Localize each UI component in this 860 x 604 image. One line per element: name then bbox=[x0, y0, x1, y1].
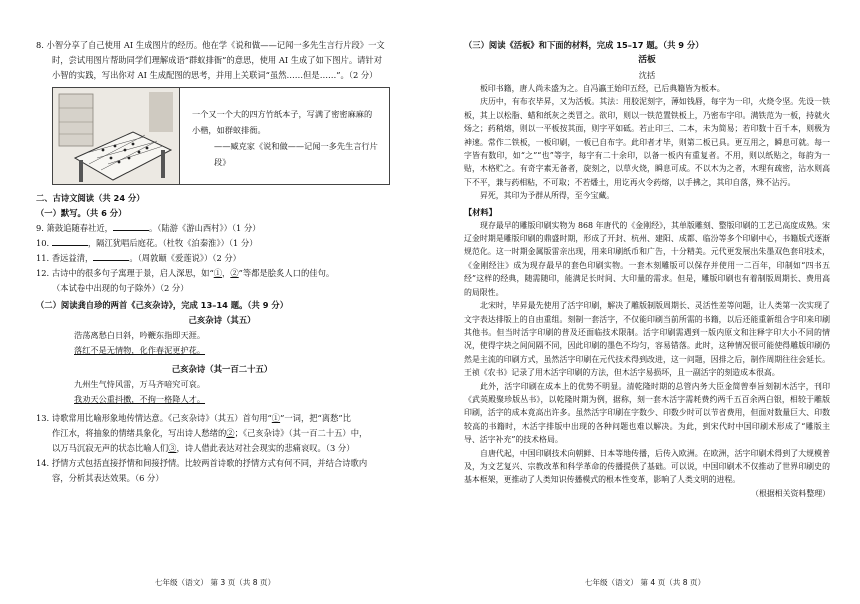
material-paragraph-3: 此外，活字印刷在成本上的优势不明显。清乾隆时期的总管内务大臣金简曾奉旨刻制木活字，刊印《武英殿聚珍版丛书》，以乾隆时期为例，据称，刻一套木活字需耗费约两千五百余两白银，相较于雕版印刷，活字的成本竟高出许多。虽然活字印刷在字数少、印数少时可以节省费用，但面对数量巨大、印数较高的书籍时，木活字排版中出现的各种问题也难以解决。为此，到宋代时中国印刷术形成了“雕版主导、活字补充”的技术格局。 bbox=[464, 381, 830, 445]
answer-blank-1[interactable]: ① bbox=[271, 413, 281, 423]
page-4 bbox=[430, 0, 860, 604]
answer-blank[interactable] bbox=[93, 251, 129, 261]
poem-1-title: 己亥杂诗（其五） bbox=[188, 315, 256, 325]
answer-blank-3[interactable]: ③ bbox=[168, 443, 177, 453]
subsection-3-heading: （三）阅读《活板》和下面的材料，完成 15–17 题。（共 9 分） bbox=[464, 40, 704, 50]
page-footer: 七年级（语文） 第 4 页（共 8 页） bbox=[584, 578, 706, 587]
subsection-2-heading: （二）阅读龚自珍的两首《己亥杂诗》，完成 13–14 题。（共 9 分） bbox=[36, 300, 288, 310]
poem-1-line-1: 浩荡离愁白日斜，吟鞭东指即天涯。 bbox=[74, 330, 206, 340]
poem-2-line-2: 我劝天公重抖擞，不拘一格降人才。 bbox=[74, 394, 206, 404]
q8-figure bbox=[52, 87, 390, 185]
poem-1-line-2: 落红不是无情物，化作春泥更护花。 bbox=[74, 345, 206, 355]
ai-generated-image bbox=[53, 88, 180, 184]
material-paragraph-1: 现存最早的雕版印刷实物为 868 年唐代的《金刚经》，其单版雕刻、整版印刷的工艺已高度成熟。宋辽金时期是雕版印刷的鼎盛时期，形成了开封、杭州、建阳、成都、临汾等多个印刷中心，书籍版式逐渐规范化。这一时期金属版雷亲出现，用来印刷纸币和广告，十分精美。元代更发展出朱墨双色套印技术，《金刚经注》成为现存最早的套色印刷实物。一套木刻雕版可以保存并使用一二百年，印制如“四书五经”这样的经典，随需随印，能满足长时间、大印量的需求。但是，雕版印刷也有着制版周期长、费用高的局限性。 bbox=[464, 220, 830, 297]
answer-blank-1[interactable]: ① bbox=[213, 268, 223, 278]
answer-blank-2[interactable]: ② bbox=[226, 428, 235, 438]
answer-blank-2[interactable]: ② bbox=[230, 268, 239, 278]
article-author: 沈括 bbox=[638, 70, 656, 80]
answer-blank[interactable] bbox=[52, 236, 88, 246]
section-2-heading: 二、古诗文阅读（共 24 分） bbox=[36, 193, 145, 203]
page-footer: 七年级（语文） 第 3 页（共 8 页） bbox=[154, 578, 276, 587]
material-paragraph-4: 自唐代起，中国印刷技术向朝鲜、日本等地传播，后传入欧洲。在欧洲，活字印刷术得到了大规模普及，为文艺复兴、宗教改革和科学革命的传播提供了基础。可以说，中国印刷术不仅推动了世界印刷史的基本框架，更推动了人类知识传播模式的根本性变革，影响了人类文明的进程。 bbox=[464, 448, 830, 485]
q8-text: 8. 小智分享了自己使用 AI 生成图片的经历。他在学《说和做——记闻一多先生言行片段》一文 时，尝试用图片帮助同学们理解成语“群蚁排衙”的意思，使用 AI 生成了如下图片。请针对 小智的实践，写出你对 AI 生成配图的思考，并用上关联词“虽然……但是……”。（2 分） bbox=[36, 40, 385, 80]
q12: 12. 古诗中的很多句子寓理于景，启人深思，如“①，②”等都是脍炙人口的佳句。 （本试卷中出现的句子除外）（2 分） bbox=[36, 268, 335, 293]
figure-quote: 一个又一个大的四方竹纸本子，写满了密密麻麻的 小楷，如群蚁排衙。 ——臧克家《说和做——记闻一多先生言行片段》 bbox=[192, 109, 378, 167]
article-paragraph-3: 昇死，其印为予群从所得，至今宝藏。 bbox=[480, 191, 615, 201]
article-paragraph-2: 庆历中，有布衣毕昇，又为活板。其法：用胶泥刻字，薄如钱唇，每字为一印，火烧令坚。先设一铁板，其上以松脂、蜡和纸灰之类冒之。欲印，则以一铁范置铁板上，乃密布字印。满铁范为一板，持就火炀之；药稍熔，则以一平板按其面，则字平如砥。若止印三、二本，未为简易；若印数十百千本，则极为神速。常作二铁板，一板印刷，一板已自布字。此印者才毕，则第二板已具。更互用之，瞬息可就。每一字皆有数印，如“之”“也”等字，每字有二十余印，以备一板内有重复者。不用，则以纸贴之，每韵为一贴，木格贮之。有奇字素无备者，旋刻之，以草火烧，瞬息可成。不以木为之者，木理有疏密，沾水则高下不平，兼与药相粘，不可取；不若燔土，用讫再火令药熔，以手拂之，其印自落，殊不沾污。 bbox=[464, 97, 830, 187]
material-source: （根据相关资料整理） bbox=[751, 488, 830, 498]
q14: 14. 抒情方式包括直接抒情和间接抒情。比较两首诗歌的抒情方式有何不同，并结合诗歌内 容，分析其表达效果。（6 分） bbox=[36, 458, 368, 483]
q10: 10. ，隔江犹唱后庭花。（杜牧《泊秦淮》）（1 分） bbox=[36, 238, 258, 248]
q13: 13. 诗歌常用比喻形象地传情达意。《己亥杂诗》（其五）首句用“①”一词，把“离愁”比 作江水，将抽象的情绪具象化，写出诗人愁绪的②；《己亥杂诗》（其一百二十五）中， 以万马沉寂无声的状态比喻人们③，诗人借此表达对社会现实的悲痛哀叹。（3 分） bbox=[36, 413, 368, 453]
material-paragraph-2: 北宋时，毕昇最先使用了活字印刷，解决了雕版制版周期长、灵活性差等问题，让人类第一次实现了文字表达排版上的自由重组。刻制一套活字，不仅能印刷当前所需的书籍，以后还能重新组合字印来印刷其他书。但当时活字印刷的普及还面临技术限制。活字印刷需遇到一版内原文和注释字印大小不同的情况，使得字块之间间隔不同，因此印刷的墨色不均匀，容易错落。此时，这种情况很可能使得雕版印刷仍然是主流的印刷方式，虽然活字印刷在元代技术得到改进，这一问题，因排之后，制作周期往往会延长。王祯《农书》记录了用木活字印刷的方法，但木活字易损坏，且一副活字的刻造成本很高。 bbox=[464, 301, 830, 378]
article-title: 活板 bbox=[638, 55, 656, 65]
poem-2-line-1: 九州生气恃风雷，万马齐喑究可哀。 bbox=[74, 379, 206, 389]
q11: 11. 香远益清， 。（周敦颐《爱莲说》）（2 分） bbox=[36, 253, 241, 263]
answer-blank[interactable] bbox=[113, 221, 149, 231]
article-paragraph-1: 板印书籍，唐人尚未盛为之。自冯瀛王始印五经，已后典籍皆为板本。 bbox=[480, 84, 725, 93]
subsection-1-heading: （一）默写。（共 6 分） bbox=[36, 208, 127, 218]
q9: 9. 箫鼓追随春社近， 。（陆游《游山西村》）（1 分） bbox=[36, 223, 261, 233]
poem-2-title: 己亥杂诗（其一百二十五） bbox=[171, 364, 273, 374]
study-room-illustration bbox=[53, 88, 179, 184]
material-heading: 【材料】 bbox=[464, 206, 497, 217]
